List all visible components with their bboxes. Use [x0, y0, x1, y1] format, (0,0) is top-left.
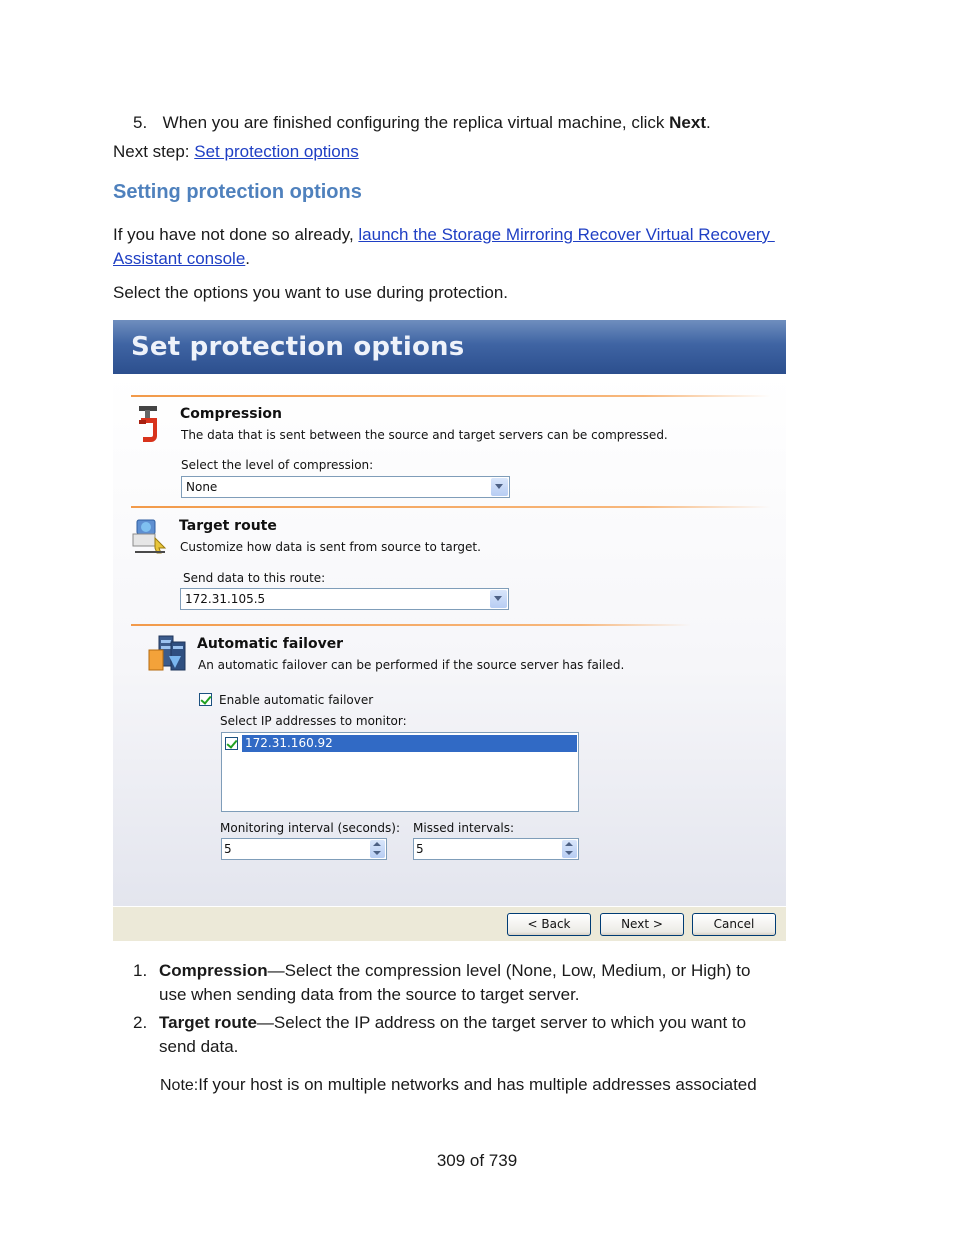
enable-failover-checkbox[interactable]	[199, 693, 212, 706]
step-bold: Next	[669, 113, 706, 132]
list-number: 2.	[133, 1013, 148, 1032]
note-label: Note:	[160, 1077, 199, 1094]
list-number: 1.	[133, 961, 148, 980]
dialog-title: Set protection options	[131, 332, 465, 362]
route-select[interactable]	[180, 588, 509, 610]
step-5	[133, 111, 833, 135]
next-step-label: Next step:	[113, 142, 195, 161]
list-line1: —Select the compression level (None, Low, Medium, or High) to	[267, 961, 751, 980]
intro-paragraph	[113, 223, 853, 271]
network-route-icon	[131, 516, 167, 554]
list-bold: Target route	[159, 1013, 257, 1032]
compression-desc: The data that is sent between the source and target servers can be compressed.	[181, 428, 668, 442]
failover-separator	[131, 624, 691, 626]
launch-console-link-cont[interactable]: Assistant console	[113, 249, 246, 268]
route-label: Send data to this route:	[183, 571, 326, 585]
launch-console-link[interactable]: launch the Storage Mirroring Recover Virtual Recovery	[358, 225, 775, 244]
failover-desc: An automatic failover can be performed if the source server has failed.	[198, 658, 625, 672]
failover-servers-icon	[147, 634, 187, 672]
back-button[interactable]: < Back	[507, 913, 591, 936]
dialog-header	[113, 320, 786, 374]
step-number: 5.	[133, 113, 148, 132]
intro-suffix: .	[245, 249, 251, 268]
target-route-desc: Customize how data is sent from source to target.	[180, 540, 481, 554]
note-text: If your host is on multiple networks and has multiple addresses associated	[198, 1075, 757, 1094]
list-line2: use when sending data from the source to target server.	[159, 985, 580, 1004]
ip-item-checkbox[interactable]	[225, 737, 238, 750]
list-item	[133, 1011, 833, 1059]
protection-options-dialog	[113, 320, 786, 941]
interval-value: 5	[224, 842, 232, 856]
missed-label: Missed intervals:	[413, 821, 515, 835]
interval-label: Monitoring interval (seconds):	[220, 821, 401, 835]
failover-title: Automatic failover	[197, 636, 344, 652]
chevron-down-icon[interactable]	[490, 590, 507, 608]
list-line1: —Select the IP address on the target server to which you want to	[256, 1013, 747, 1032]
list-item	[133, 959, 833, 1007]
list-bold: Compression	[159, 961, 268, 980]
step-end: .	[706, 113, 711, 132]
step-text: When you are finished configuring the replica virtual machine, click	[162, 113, 670, 132]
section-heading: Setting protection options	[113, 181, 362, 203]
next-button[interactable]: Next >	[600, 913, 684, 936]
page-number: 309 of 739	[436, 1151, 518, 1170]
cancel-button[interactable]: Cancel	[692, 913, 776, 936]
missed-spinner[interactable]	[413, 838, 579, 860]
ip-monitor-label: Select IP addresses to monitor:	[220, 714, 407, 728]
route-value: 172.31.105.5	[185, 592, 266, 606]
compression-level-select[interactable]	[181, 476, 510, 498]
next-step-link[interactable]: Set protection options	[194, 142, 359, 161]
interval-spinner[interactable]	[221, 838, 387, 860]
chevron-down-icon[interactable]	[491, 478, 508, 496]
compression-clamp-icon	[135, 404, 169, 444]
compression-title: Compression	[180, 406, 282, 422]
dialog-panel	[113, 374, 786, 906]
list-line2: send data.	[159, 1037, 239, 1056]
select-options-text: Select the options you want to use during protection.	[113, 283, 509, 302]
compression-level-label: Select the level of compression:	[181, 458, 374, 472]
target-route-title: Target route	[179, 518, 277, 534]
note	[160, 1073, 840, 1098]
compression-separator	[131, 395, 771, 397]
ip-address-list[interactable]	[221, 732, 579, 812]
spinner-arrows-icon[interactable]	[370, 840, 385, 858]
compression-level-value: None	[186, 480, 218, 494]
spinner-arrows-icon[interactable]	[562, 840, 577, 858]
ip-list-item[interactable]	[242, 735, 577, 752]
next-step	[113, 140, 359, 164]
ip-list-item-text: 172.31.160.92	[245, 736, 333, 750]
missed-value: 5	[416, 842, 424, 856]
target-route-separator	[131, 506, 771, 508]
intro-prefix: If you have not done so already,	[113, 225, 359, 244]
dialog-footer	[113, 906, 786, 941]
enable-failover-label: Enable automatic failover	[219, 693, 374, 707]
